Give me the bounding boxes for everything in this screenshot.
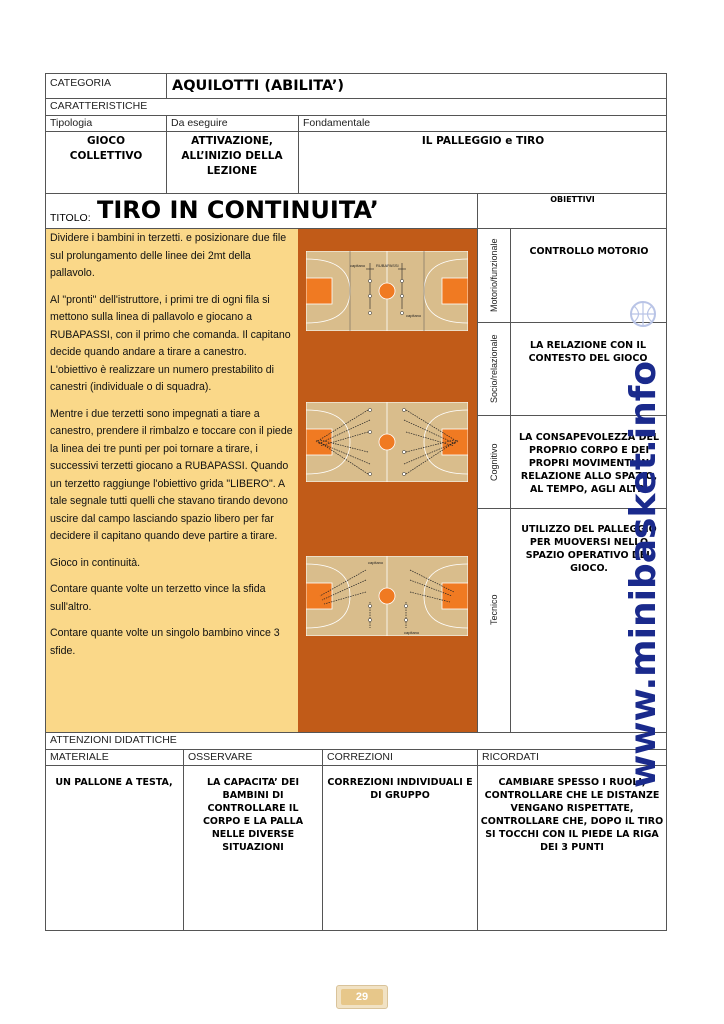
materiale-label: MATERIALE [50,751,109,763]
objective-socio: LA RELAZIONE CON IL CONTESTO DEL GIOCO [528,340,648,364]
categoria-value: AQUILOTTI (ABILITA’) [172,78,345,94]
materiale-value: UN PALLONE A TESTA, [55,777,173,788]
tipologia-value: GIOCO COLLETTIVO [69,135,143,162]
description-paragraph: Dividere i bambini in terzetti. e posizionare due file sul prolungamento delle linee dei 2mt della pallavolo. [50,232,287,279]
ricordati-label: RICORDATI [482,751,539,763]
court1-label-mid: RUBAPASSI [376,263,399,268]
objective-category-tecnico: Tecnico [489,594,499,626]
description-paragraph: Gioco in continuità. [50,556,141,569]
correzioni-value: CORREZIONI INDIVIDUALI E DI GRUPPO [327,777,473,801]
court3-label-bottom: capitano [404,630,420,635]
ricordati-value: CAMBIARE SPESSO I RUOLI, CONTROLLARE CHE LE DISTANZE VENGANO RISPETTATE, CONTROLLARE CHE, DOPO IL TIRO SI TOCCHI CON IL PIEDE LA RIGA DEI 3 PUNTI [480,777,664,853]
caratteristiche-label: CARATTERISTICHE [50,100,148,112]
objective-category-cognitivo: Cognitivo [489,443,499,481]
correzioni-label: CORREZIONI [327,751,393,763]
description-paragraph: Al "pronti" dell'istruttore, i primi tre di ogni fila si mettono sulla linea di pallavolo e giocano a RUBAPASSI, con il primo che comanda. Il capitano decide quando andare a tirare a canestro. L'obiettivo è realizzare un numero prestabilito di canestri (individuale o di squadra). [50,293,291,393]
titolo-label: TITOLO: [50,212,91,224]
description-paragraph: Contare quante volte un singolo bambino vince 3 sfide. [50,627,280,657]
objective-category-socio: Socio/relazionale [489,334,499,404]
court1-label-bottom: capitano [406,313,422,318]
da-eseguire-value: ATTIVAZIONE, ALL’INIZIO DELLA LEZIONE [181,135,283,177]
objective-cognitivo: LA CONSAPEVOLEZZA DEL PROPRIO CORPO E DEI PROPRI MOVIMENTI IN RELAZIONE ALLO SPAZIO, AL TEMPO, AGLI ALTRI [518,432,660,495]
tipologia-label: Tipologia [50,117,93,129]
obiettivi-label: OBIETTIVI [550,195,595,204]
objective-tecnico: UTILIZZO DEL PALLEGGIO PER MUOVERSI NELLO SPAZIO OPERATIVO DEL GIOCO. [521,524,657,574]
attenzioni-label: ATTENZIONI DIDATTICHE [50,734,177,746]
court-diagram-2 [306,402,468,482]
page-number-badge [336,985,388,1009]
court-diagram-1 [306,251,468,331]
watermark-text: www.minibasket.info [623,360,664,788]
categoria-label: CATEGORIA [50,77,112,89]
description-paragraph: Mentre i due terzetti sono impegnati a tiare a canestro, prendere il rimbalzo e toccare con il piede la linea dei tre punti per poi tornare a tirare, i successivi terzetti giocano a RUBAPASSI. Quando un terzetto raggiunge l'obiettivo grida "LIBERO". A tale segnale tutti quelli che stavano tirando devono uscire dal campo lasciando spazio libero per far decidere il capitano quando deve partire a tirare. [50,407,293,542]
court-diagram-3 [306,556,468,636]
titolo-value: TIRO IN CONTINUITA’ [97,196,379,224]
osservare-label: OSSERVARE [188,751,253,763]
fondamentale-value: IL PALLEGGIO e TIRO [421,135,545,147]
court3-label-top: capitano [368,560,384,565]
court1-label-left: capitano [350,263,366,268]
objective-category-motorio: Motorio/funzionale [489,238,499,312]
da-eseguire-label: Da eseguire [171,117,228,129]
osservare-value: LA CAPACITA’ DEI BAMBINI DI CONTROLLARE IL CORPO E LA PALLA NELLE DIVERSE SITUAZIONI [202,777,304,853]
watermark-logo [621,298,665,798]
page-number: 29 [341,989,383,1005]
objective-motorio: CONTROLLO MOTORIO [529,246,649,257]
description-paragraph: Contare quante volte un terzetto vince la sfida sull'altro. [50,583,266,613]
fondamentale-label: Fondamentale [303,117,371,129]
description-text [50,230,296,669]
